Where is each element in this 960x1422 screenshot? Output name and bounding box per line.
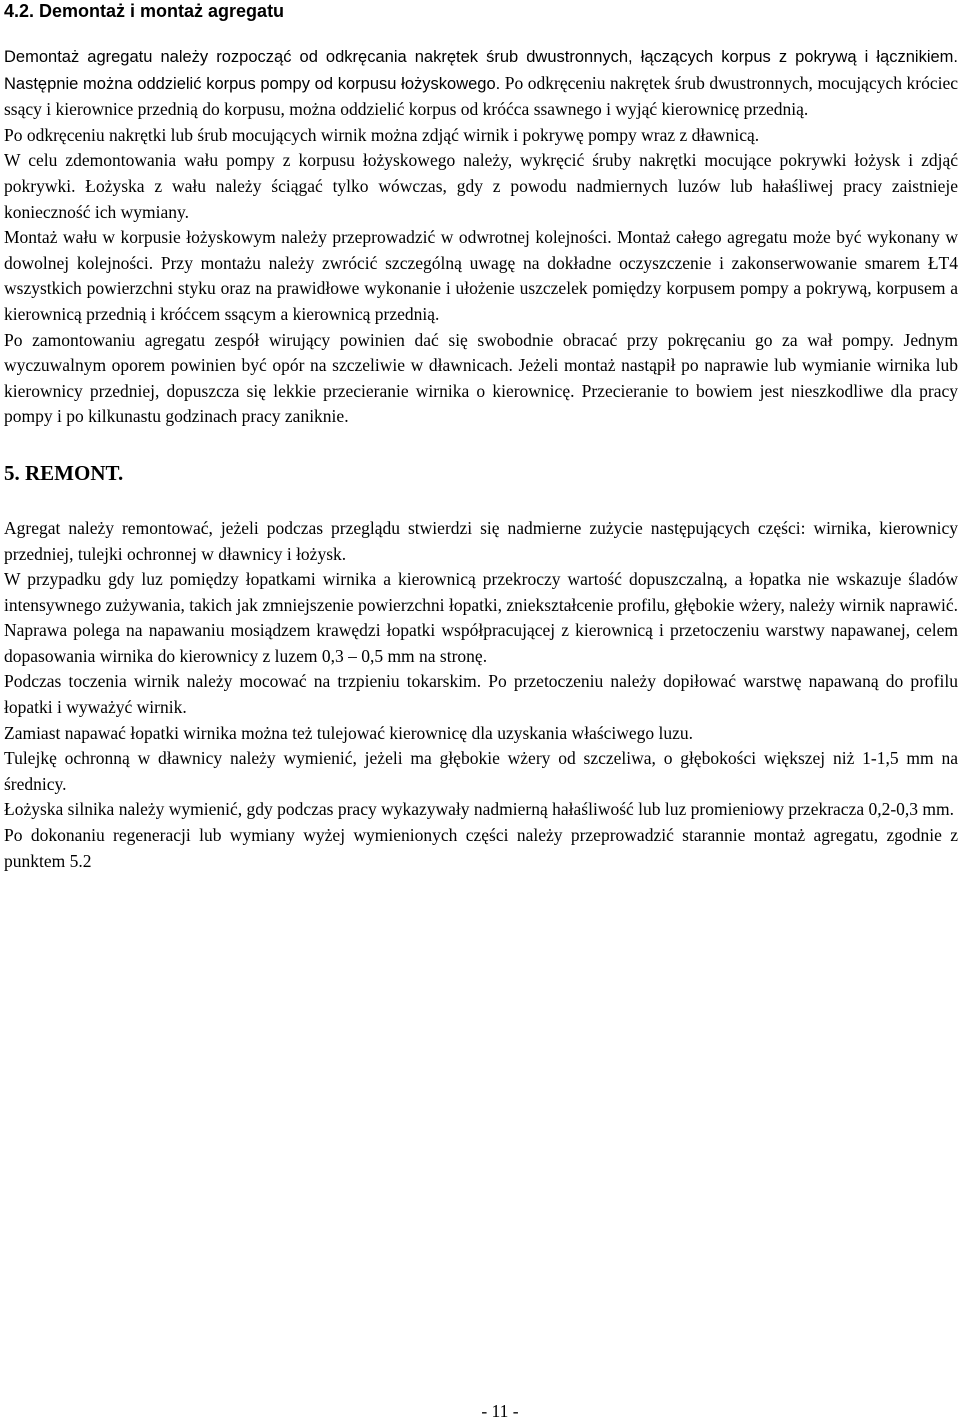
document-page: [4, 0, 958, 874]
paragraph-reassembly: Po dokonaniu regeneracji lub wymiany wyżej wymienionych części należy przeprowadzić starannie montaż agregatu, zgodnie z punktem 5.2: [4, 825, 958, 871]
paragraph-disassembly-intro: [4, 44, 958, 123]
chapter-title-repair: 5. REMONT.: [4, 460, 124, 485]
paragraph-repair-criteria: Agregat należy remontować, jeżeli podczas przeglądu stwierdzi się nadmierne zużycie następujących części: wirnika, kierownicy przedniej, tulejki ochronnej w dławnicy i łożysk.: [4, 517, 958, 564]
paragraph-sleeve-replacement: Tulejkę ochronną w dławnicy należy wymienić, jeżeli ma głębokie wżery od szczeliwa, o głębokości większej niż 1-1,5 mm na średnicy.: [4, 748, 958, 794]
paragraph-impeller-removal: Po odkręceniu nakrętki lub śrub mocujących wirnik można zdjąć wirnik i pokrywę pompy wraz z dławnicą.: [4, 124, 760, 145]
paragraph-rotation-check: Po zamontowaniu agregatu zespół wirujący powinien dać się swobodnie obracać przy pokręcaniu go za wał pompy. Jednym wyczuwalnym oporem powinien być opór na szczeliwie w dławnicach. Jeżeli montaż nastąpił po naprawie lub wymianie wirnika lub kierownicy przedniej, dopuszcza się lekkie przecieranie wirnika o kierownicę. Przecieranie to bowiem jest nieszkodliwe dla pracy pompy i po kilkunastu godzinach pracy zaniknie.: [4, 329, 958, 427]
spacer: [4, 22, 958, 44]
page-number: - 11 -: [481, 1401, 519, 1421]
paragraph-turning: Podczas toczenia wirnik należy mocować na trzpieniu tokarskim. Po przetoczeniu należy dopiłować warstwę napawaną do profilu łopatki i wyważyć wirnik.: [4, 671, 958, 718]
paragraph-sleeving: Zamiast napawać łopatki wirnika można też tulejować kierownicę dla uzyskania właściwego luzu.: [4, 722, 694, 743]
paragraph-impeller-repair: W przypadku gdy luz pomiędzy łopatkami wirnika a kierownicą przekroczy wartość dopuszczalną, a łopatka nie wskazuje śladów intensywnego zużywania, takich jak zmniejszenie powierzchni łopatki, zniekształcenie profilu, głębokie wżery, należy wirnik naprawić. Naprawa polega na napawaniu mosiądzem krawędzi łopatki współpracującej z kierownicą i przetoczeniu warstwy napawanej, celem dopasowania wirnika do kierownicy z luzem 0,3 – 0,5 mm na stronę.: [4, 569, 958, 666]
paragraph-bearing-replacement: Łożyska silnika należy wymienić, gdy podczas pracy wykazywały nadmierną hałaśliwość lub luz promieniowy przekracza 0,2-0,3 mm.: [4, 799, 955, 820]
paragraph-segment-serif: Po odkręceniu nakrętek śrub dwustronnych, mocujących króciec ssący i kierownice przednią do korpusu, można oddzielić korpus od króćca ssawnego i wyjąć kierownicę przednią.: [4, 72, 958, 120]
section-title-disassembly: 4.2. Demontaż i montaż agregatu: [4, 1, 285, 21]
paragraph-segment-sans: Demontaż agregatu należy rozpocząć od odkręcania nakrętek śrub dwustronnych, łączących korpus z pokrywą i łącznikiem. Następnie można oddzielić korpus pompy od korpusu łożyskowego.: [4, 48, 958, 93]
spacer: [4, 430, 958, 460]
spacer: [4, 486, 958, 516]
paragraph-shaft-removal: W celu zdemontowania wału pompy z korpusu łożyskowego należy, wykręcić śruby nakrętki mocujące pokrywki łożysk i zdjąć pokrywki. Łożyska z wału należy ściągać tylko wówczas, gdy z powodu nadmiernych luzów lub hałaśliwej pracy zaistnieje konieczność ich wymiany.: [4, 150, 958, 222]
paragraph-assembly: Montaż wału w korpusie łożyskowym należy przeprowadzić w odwrotnej kolejności. Montaż całego agregatu może być wykonany w dowolnej kolejności. Przy montażu należy zwrócić szczególną uwagę na dokładne oczyszczenie i zakonserwowanie smarem ŁT4 wszystkich powierzchni styku oraz na prawidłowe wykonanie i ułożenie uszczelek pomiędzy korpusem pompy a pokrywą, korpusem a kierownicą przednią i króćcem ssącym a kierownicą przednią.: [4, 227, 958, 324]
